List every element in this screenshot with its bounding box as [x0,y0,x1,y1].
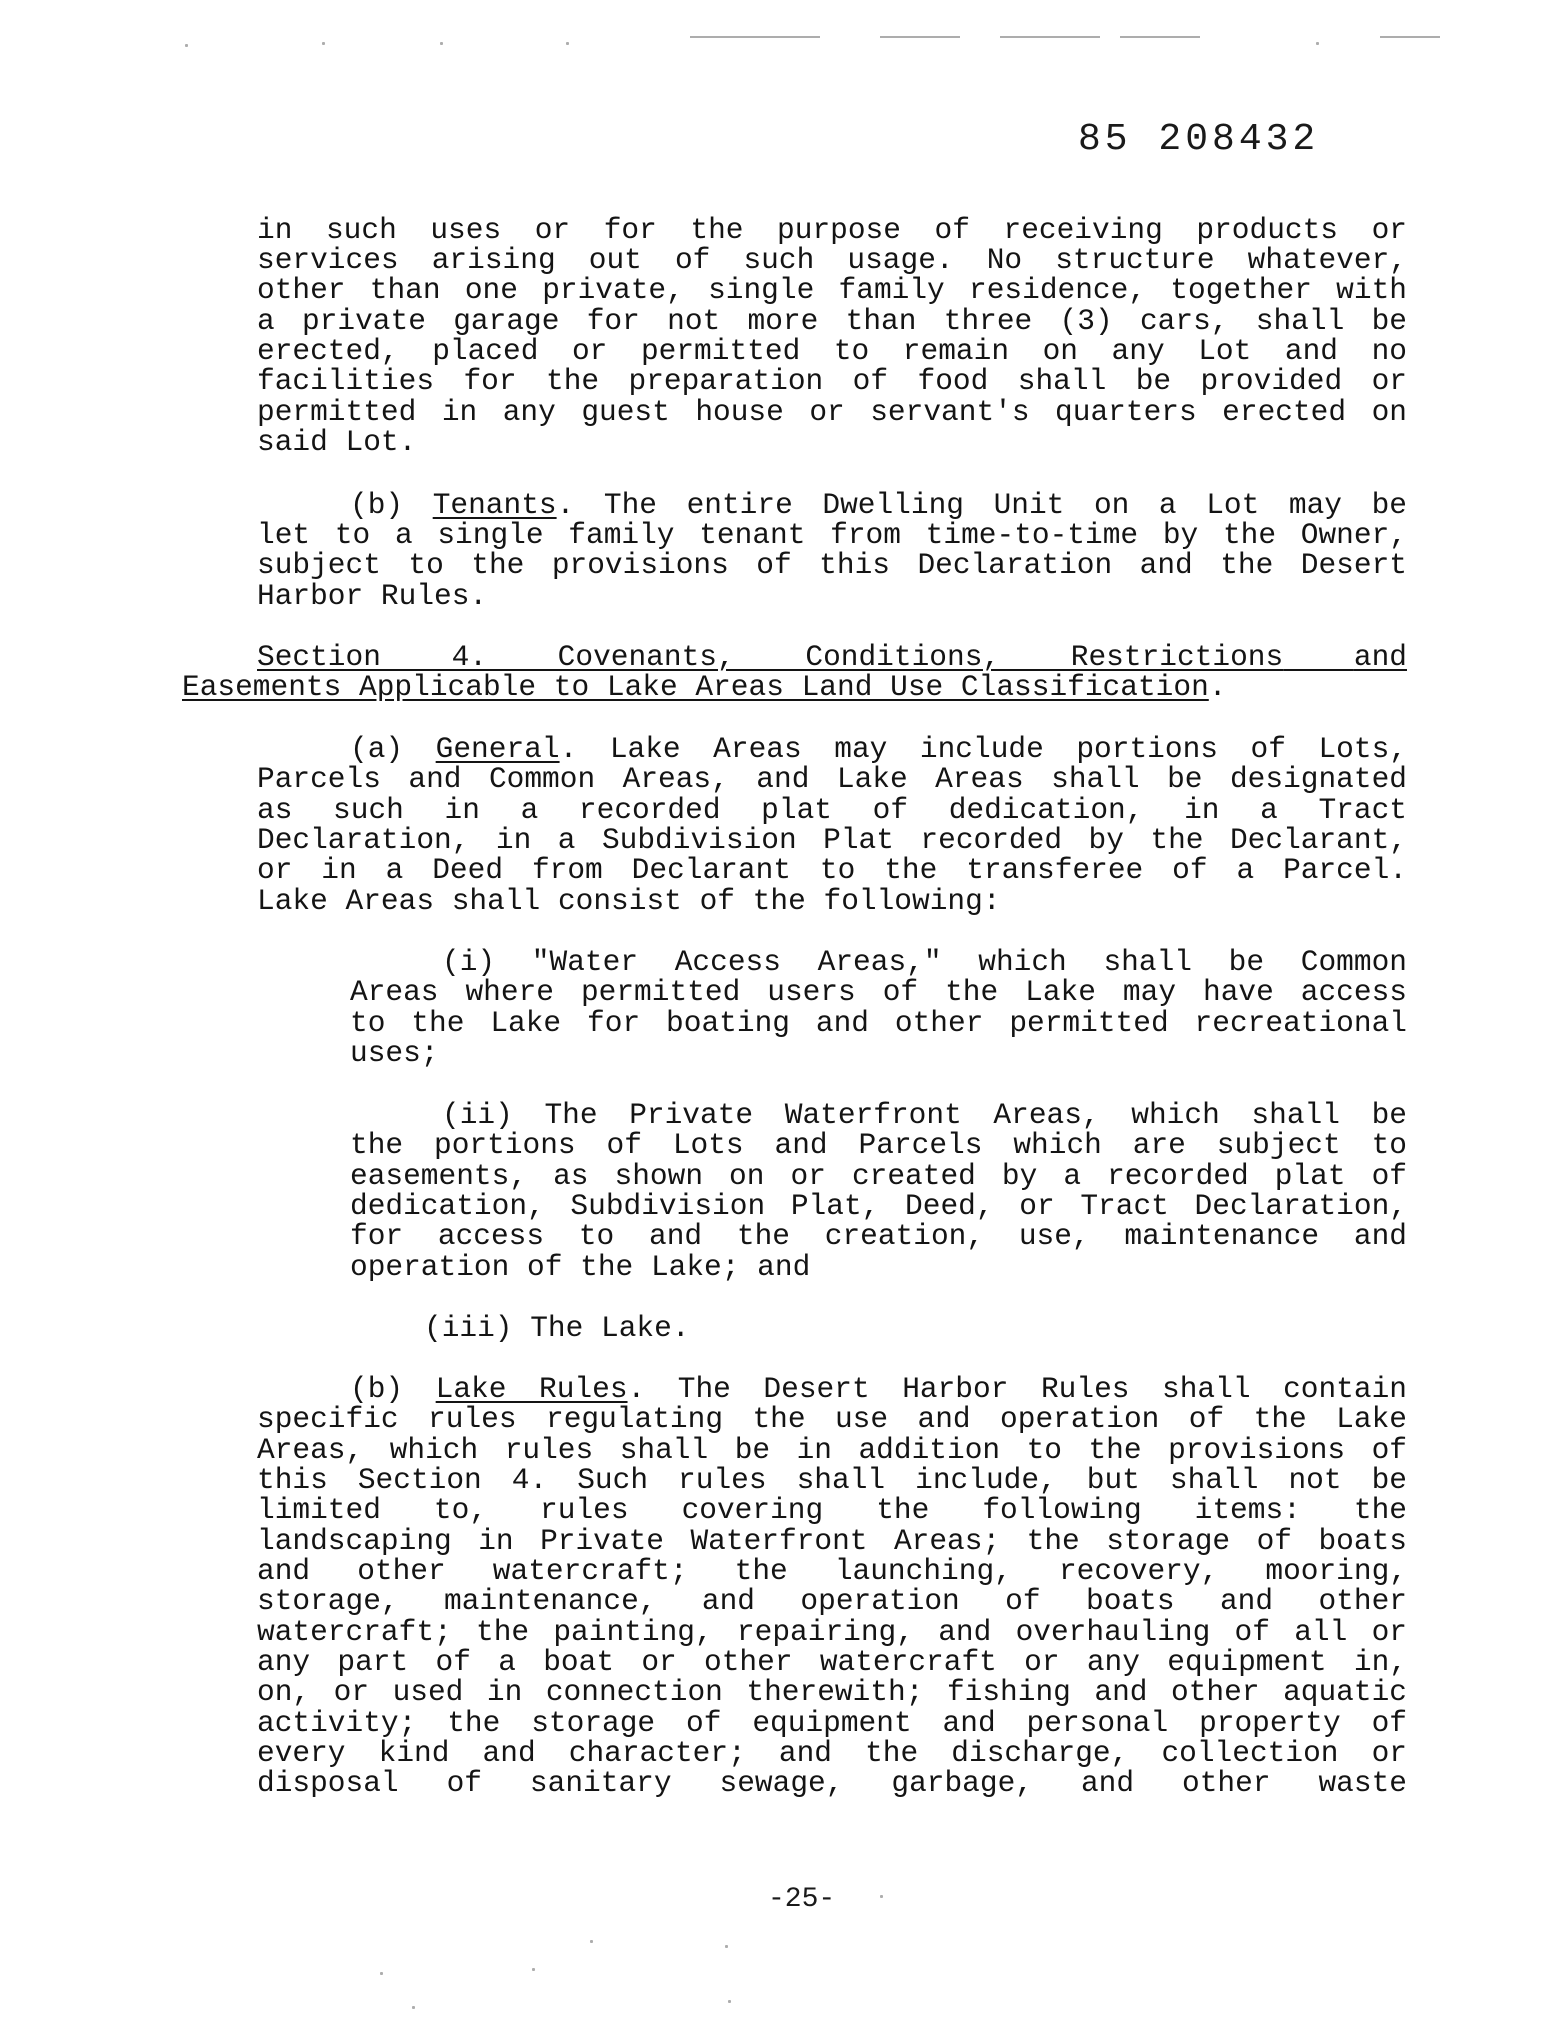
scan-speck [440,42,443,45]
body-line: every kind and character; and the discharge, collection or [257,1736,1407,1770]
lake-rules-heading: Lake Rules [435,1372,628,1406]
paragraph-tenants-first-line: (b) Tenants. The entire Dwelling Unit on a Lot may be [350,488,1407,522]
body-line: a private garage for not more than three (3) cars, shall be [257,304,1407,338]
body-line: specific rules regulating the use and operation of the Lake [257,1402,1407,1436]
item-i-line: to the Lake for boating and other permitted recreational [350,1006,1407,1040]
body-line: this Section 4. Such rules shall include, but shall not be [257,1463,1407,1497]
body-line: landscaping in Private Waterfront Areas; the storage of boats [257,1524,1407,1558]
scan-noise-top [690,36,820,38]
body-line: let to a single family tenant from time-to-time by the Owner, [257,518,1407,552]
body-line: Harbor Rules. [257,579,488,613]
document-number: 85 208432 [1078,118,1320,161]
item-iii-line: (iii) The Lake. [424,1311,690,1345]
section-4-heading-line-2: Easements Applicable to Lake Areas Land Use Classification. [182,670,1227,704]
tenants-heading: Tenants [432,488,557,522]
page-number: -25- [768,1884,836,1915]
scan-speck [532,1968,535,1971]
section-4-heading: Section 4. Covenants, Conditions, Restrictions and [257,640,1407,674]
item-i-line: uses; [350,1036,439,1070]
general-heading: General [435,732,560,766]
body-line: services arising out of such usage. No structure whatever, [257,243,1407,277]
body-line: any part of a boat or other watercraft or any equipment in, [257,1645,1407,1679]
paragraph-general-first-line: (a) General. Lake Areas may include portions of Lots, [350,732,1407,766]
body-line: on, or used in connection therewith; fishing and other aquatic [257,1675,1407,1709]
body-line: Declaration, in a Subdivision Plat recorded by the Declarant, [257,823,1407,857]
body-line: storage, maintenance, and operation of boats and other [257,1584,1407,1618]
item-i-line: Areas where permitted users of the Lake may have access [350,975,1407,1009]
item-ii-line: (ii) The Private Waterfront Areas, which shall be [442,1098,1407,1132]
body-line: and other watercraft; the launching, recovery, mooring, [257,1554,1407,1588]
scan-speck [880,1895,883,1898]
scan-noise-top [1000,36,1100,38]
body-line: permitted in any guest house or servant's quarters erected on [257,395,1407,429]
scan-noise-top [880,36,960,38]
scan-speck [725,1945,728,1948]
item-ii-line: for access to and the creation, use, maintenance and [350,1219,1407,1253]
body-line: Lake Areas shall consist of the following: [257,884,1001,918]
scan-noise-top [1120,36,1200,38]
item-ii-line: operation of the Lake; and [350,1250,811,1284]
body-line: as such in a recorded plat of dedication, in a Tract [257,793,1407,827]
body-line: or in a Deed from Declarant to the transferee of a Parcel. [257,853,1407,887]
scan-speck [380,1972,383,1975]
body-line: Parcels and Common Areas, and Lake Areas shall be designated [257,762,1407,796]
scan-speck [566,42,569,45]
body-line: watercraft; the painting, repairing, and overhauling of all or [257,1615,1407,1649]
item-ii-line: dedication, Subdivision Plat, Deed, or Tract Declaration, [350,1189,1407,1223]
body-line: limited to, rules covering the following items: the [257,1493,1407,1527]
scan-speck [322,42,325,45]
scan-speck [728,2000,731,2003]
body-line: said Lot. [257,425,417,459]
item-ii-line: the portions of Lots and Parcels which are subject to [350,1128,1407,1162]
body-line: other than one private, single family residence, together with [257,273,1407,307]
item-ii-line: easements, as shown on or created by a recorded plat of [350,1159,1407,1193]
scan-speck [412,2006,415,2009]
body-line: erected, placed or permitted to remain on any Lot and no [257,334,1407,368]
body-line: disposal of sanitary sewage, garbage, and other waste [257,1766,1407,1800]
body-line: in such uses or for the purpose of receiving products or [257,213,1407,247]
body-line: activity; the storage of equipment and personal property of [257,1706,1407,1740]
body-line: subject to the provisions of this Declaration and the Desert [257,548,1407,582]
scan-speck [185,44,188,47]
scan-noise-top [1380,36,1440,38]
scan-speck [1316,42,1319,45]
body-line: Areas, which rules shall be in addition to the provisions of [257,1433,1407,1467]
item-i-line: (i) "Water Access Areas," which shall be Common [442,945,1407,979]
body-line: facilities for the preparation of food shall be provided or [257,364,1407,398]
paragraph-lake-rules-first-line: (b) Lake Rules. The Desert Harbor Rules shall contain [350,1372,1407,1406]
scan-speck [590,1940,593,1943]
